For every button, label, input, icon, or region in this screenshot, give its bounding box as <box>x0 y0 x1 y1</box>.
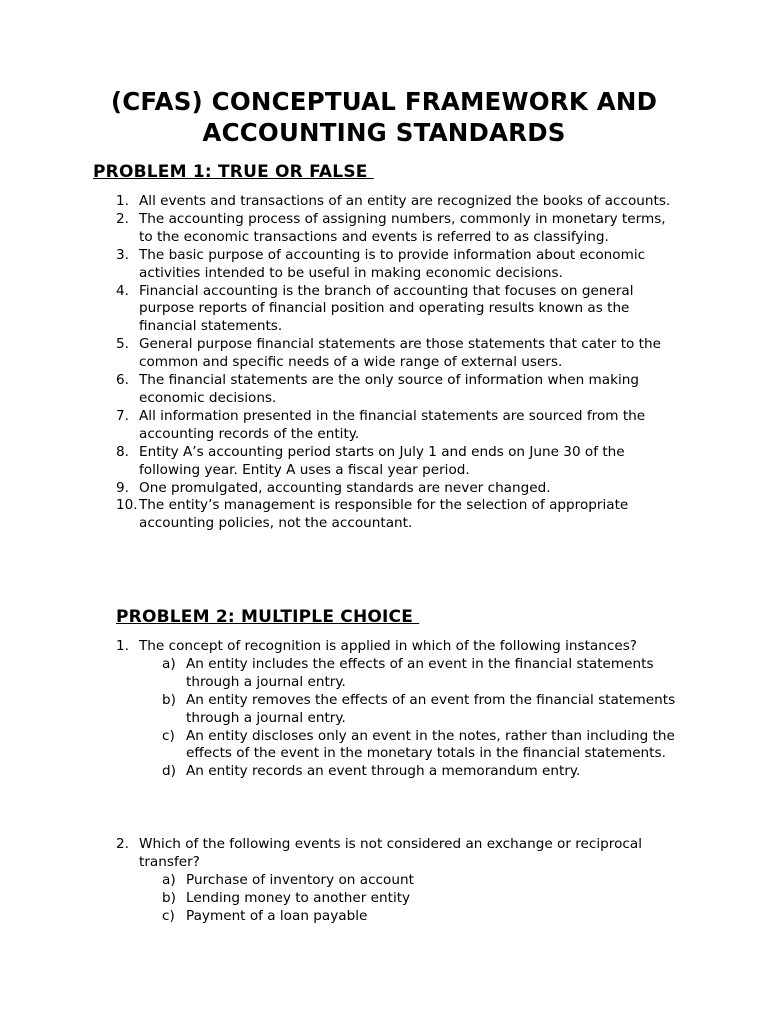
answer-option <box>139 763 686 781</box>
item-text: General purpose financial statements are those statements that cater to the common and specific needs of a wide range of external users. <box>139 336 661 371</box>
list-item <box>116 444 676 480</box>
question-number: 2. <box>116 836 129 852</box>
item-number: 10. <box>116 497 138 514</box>
item-number: 5. <box>116 336 129 353</box>
answer-option <box>139 872 686 890</box>
multiple-choice-question-1 <box>116 638 686 781</box>
question-text: Which of the following events is not considered an exchange or reciprocal transfer? <box>139 836 642 870</box>
option-text: Payment of a loan payable <box>186 907 368 924</box>
item-text: The financial statements are the only source of information when making economic decisions. <box>139 372 639 406</box>
answer-option <box>139 728 686 764</box>
option-text: An entity includes the effects of an event in the financial statements through a journal entry. <box>186 655 654 690</box>
option-letter: a) <box>162 655 176 672</box>
item-number: 8. <box>116 443 129 460</box>
list-item <box>116 247 676 283</box>
item-text: The accounting process of assigning numbers, commonly in monetary terms, to the economic transactions and events is referred to as classifying. <box>139 210 666 245</box>
item-number: 2. <box>116 210 129 227</box>
item-text: Financial accounting is the branch of accounting that focuses on general purpose reports of financial position and operating results known as the financial statements. <box>139 282 634 335</box>
list-item <box>116 211 676 247</box>
item-number: 9. <box>116 479 129 496</box>
item-number: 1. <box>116 193 129 209</box>
list-item <box>116 497 676 533</box>
document-title-text: (CFAS) CONCEPTUAL FRAMEWORK AND ACCOUNTING STANDARDS <box>110 87 658 147</box>
option-letter: c) <box>162 907 175 924</box>
answer-options <box>139 656 686 781</box>
option-text: An entity records an event through a memorandum entry. <box>186 763 581 780</box>
item-text: All information presented in the financial statements are sourced from the accounting records of the entity. <box>139 407 646 442</box>
answer-option <box>139 656 686 692</box>
problem-1-heading: PROBLEM 1: TRUE OR FALSE <box>93 162 374 182</box>
question-text: The concept of recognition is applied in which of the following instances? <box>139 638 638 654</box>
true-false-list <box>116 193 676 533</box>
item-text: The entity’s management is responsible for the selection of appropriate accounting policies, not the accountant. <box>139 497 629 532</box>
list-item <box>116 283 676 337</box>
option-letter: b) <box>162 691 176 708</box>
option-letter: d) <box>162 763 176 780</box>
item-number: 4. <box>116 282 129 299</box>
answer-options <box>139 872 686 926</box>
option-text: An entity discloses only an event in the notes, rather than including the effects of the event in the monetary totals in the financial statements. <box>186 727 675 762</box>
option-letter: b) <box>162 889 176 906</box>
option-text: Lending money to another entity <box>186 889 411 906</box>
item-text: Entity A’s accounting period starts on July 1 and ends on June 30 of the following year. Entity A uses a fiscal year period. <box>139 443 625 478</box>
option-text: Purchase of inventory on account <box>186 871 414 888</box>
list-item <box>116 408 676 444</box>
problem-2-heading: PROBLEM 2: MULTIPLE CHOICE <box>116 607 420 627</box>
item-number: 7. <box>116 407 129 424</box>
question-item <box>116 836 686 926</box>
item-text: The basic purpose of accounting is to provide information about economic activities intended to be useful in making economic decisions. <box>139 246 646 281</box>
list-item <box>116 193 676 211</box>
list-item <box>116 372 676 408</box>
list-item <box>116 480 676 498</box>
option-letter: a) <box>162 871 176 888</box>
item-number: 6. <box>116 372 129 389</box>
answer-option <box>139 890 686 908</box>
document-title <box>84 86 684 153</box>
answer-option <box>139 692 686 728</box>
list-item <box>116 336 676 372</box>
answer-option <box>139 908 686 926</box>
question-item <box>116 638 686 781</box>
question-number: 1. <box>116 638 129 654</box>
item-text: One promulgated, accounting standards are never changed. <box>139 479 551 496</box>
option-letter: c) <box>162 727 175 744</box>
item-text: All events and transactions of an entity are recognized the books of accounts. <box>139 193 671 209</box>
option-text: An entity removes the effects of an event from the financial statements through a journal entry. <box>186 691 676 726</box>
item-number: 3. <box>116 246 129 263</box>
multiple-choice-question-2 <box>116 836 686 926</box>
